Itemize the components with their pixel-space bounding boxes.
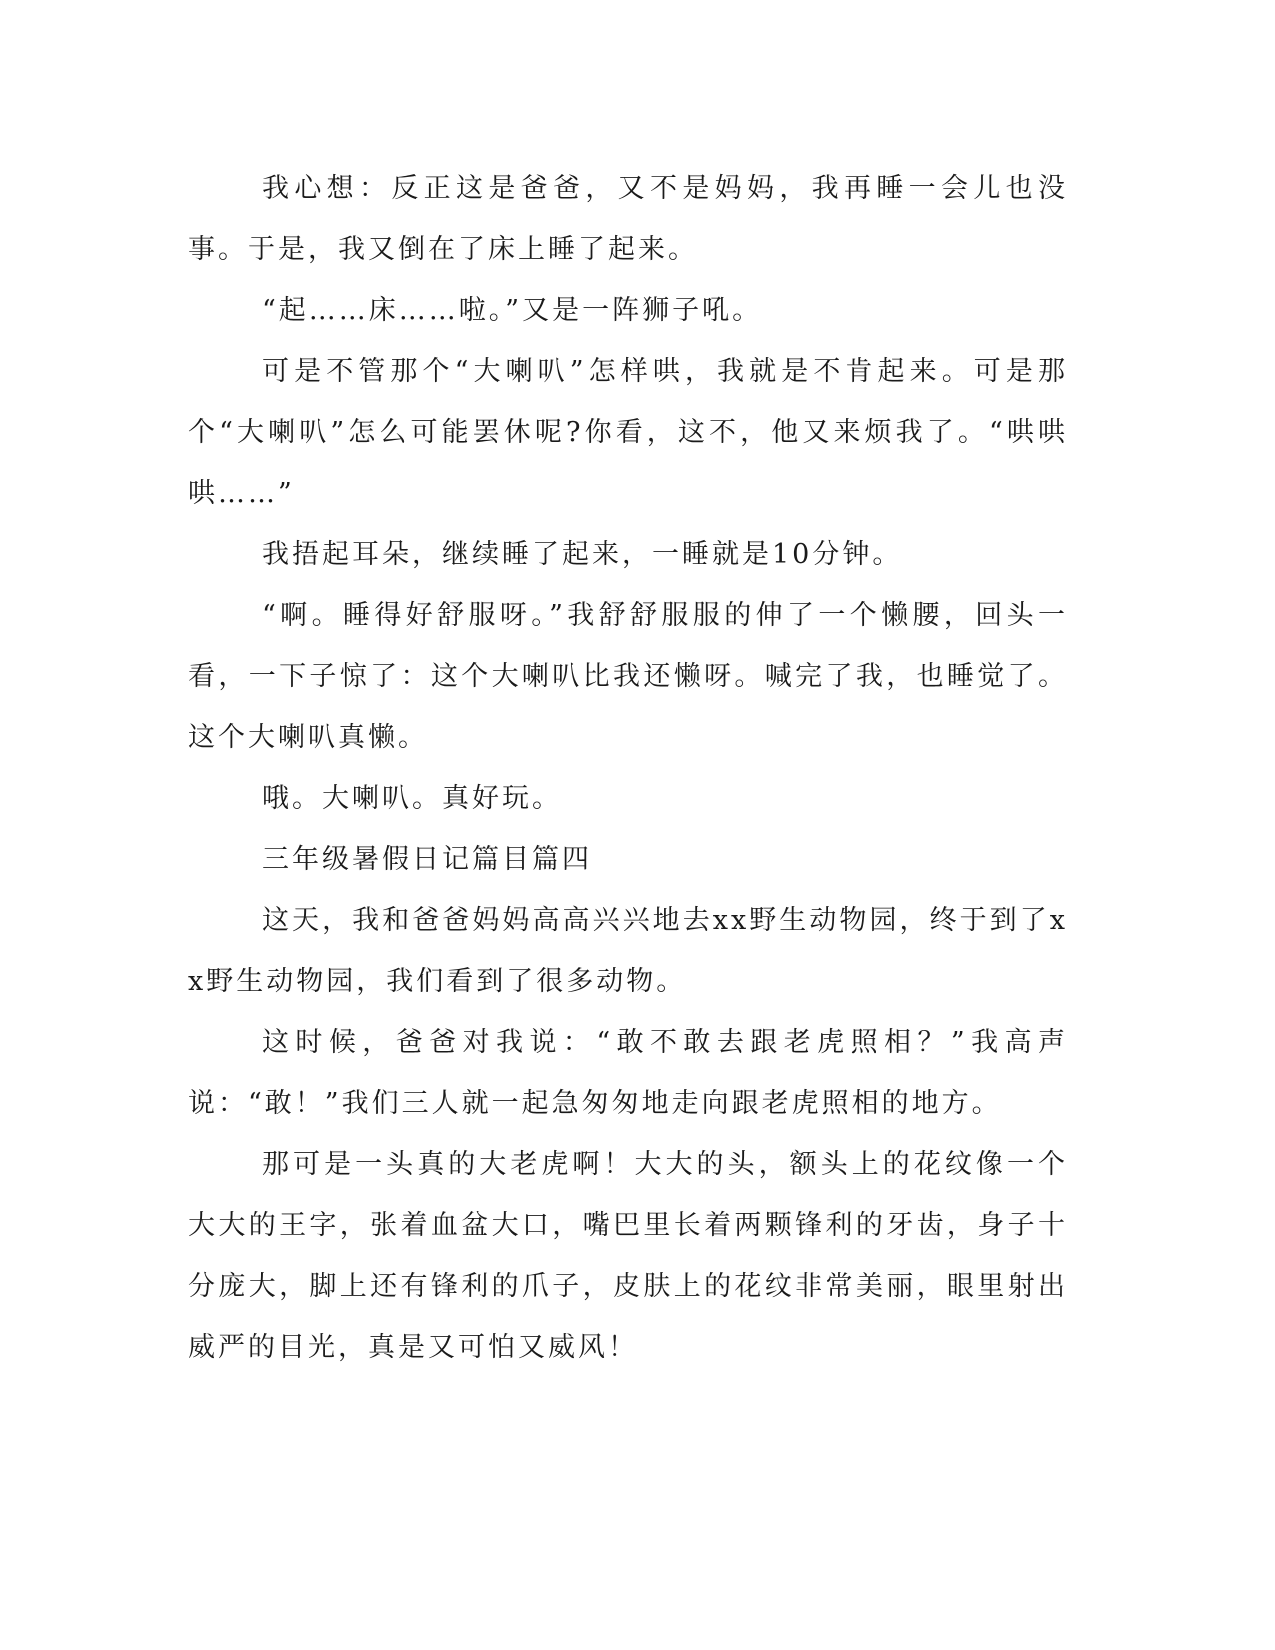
document-page bbox=[188, 158, 1068, 1378]
paragraph-1: 我心想：反正这是爸爸，又不是妈妈，我再睡一会儿也没事。于是，我又倒在了床上睡了起来。 bbox=[188, 173, 1068, 265]
paragraph-10: 那可是一头真的大老虎啊！大大的头，额头上的花纹像一个大大的王字，张着血盆大口，嘴巴里长着两颗锋利的牙齿，身子十分庞大，脚上还有锋利的爪子，皮肤上的花纹非常美丽，眼里射出威严的目光，真是又可怕又威风！ bbox=[188, 1149, 1068, 1363]
paragraph-6: 哦。大喇叭。真好玩。 bbox=[262, 783, 562, 814]
paragraph-4: 我捂起耳朵，继续睡了起来，一睡就是10分钟。 bbox=[262, 539, 903, 570]
paragraph-5: “啊。睡得好舒服呀。”我舒舒服服的伸了一个懒腰，回头一看，一下子惊了：这个大喇叭比我还懒呀。喊完了我，也睡觉了。这个大喇叭真懒。 bbox=[188, 600, 1068, 753]
paragraph-9: 这时候，爸爸对我说：“敢不敢去跟老虎照相？”我高声说：“敢！”我们三人就一起急匆匆地走向跟老虎照相的地方。 bbox=[188, 1027, 1068, 1119]
paragraph-2: “起……床……啦。”又是一阵狮子吼。 bbox=[262, 295, 763, 326]
paragraph-3: 可是不管那个“大喇叭”怎样哄，我就是不肯起来。可是那个“大喇叭”怎么可能罢休呢?你看，这不，他又来烦我了。“哄哄哄……” bbox=[188, 356, 1068, 509]
paragraph-8: 这天，我和爸爸妈妈高高兴兴地去xx野生动物园，终于到了xx野生动物园，我们看到了很多动物。 bbox=[188, 905, 1068, 997]
section-heading: 三年级暑假日记篇目篇四 bbox=[262, 844, 592, 875]
